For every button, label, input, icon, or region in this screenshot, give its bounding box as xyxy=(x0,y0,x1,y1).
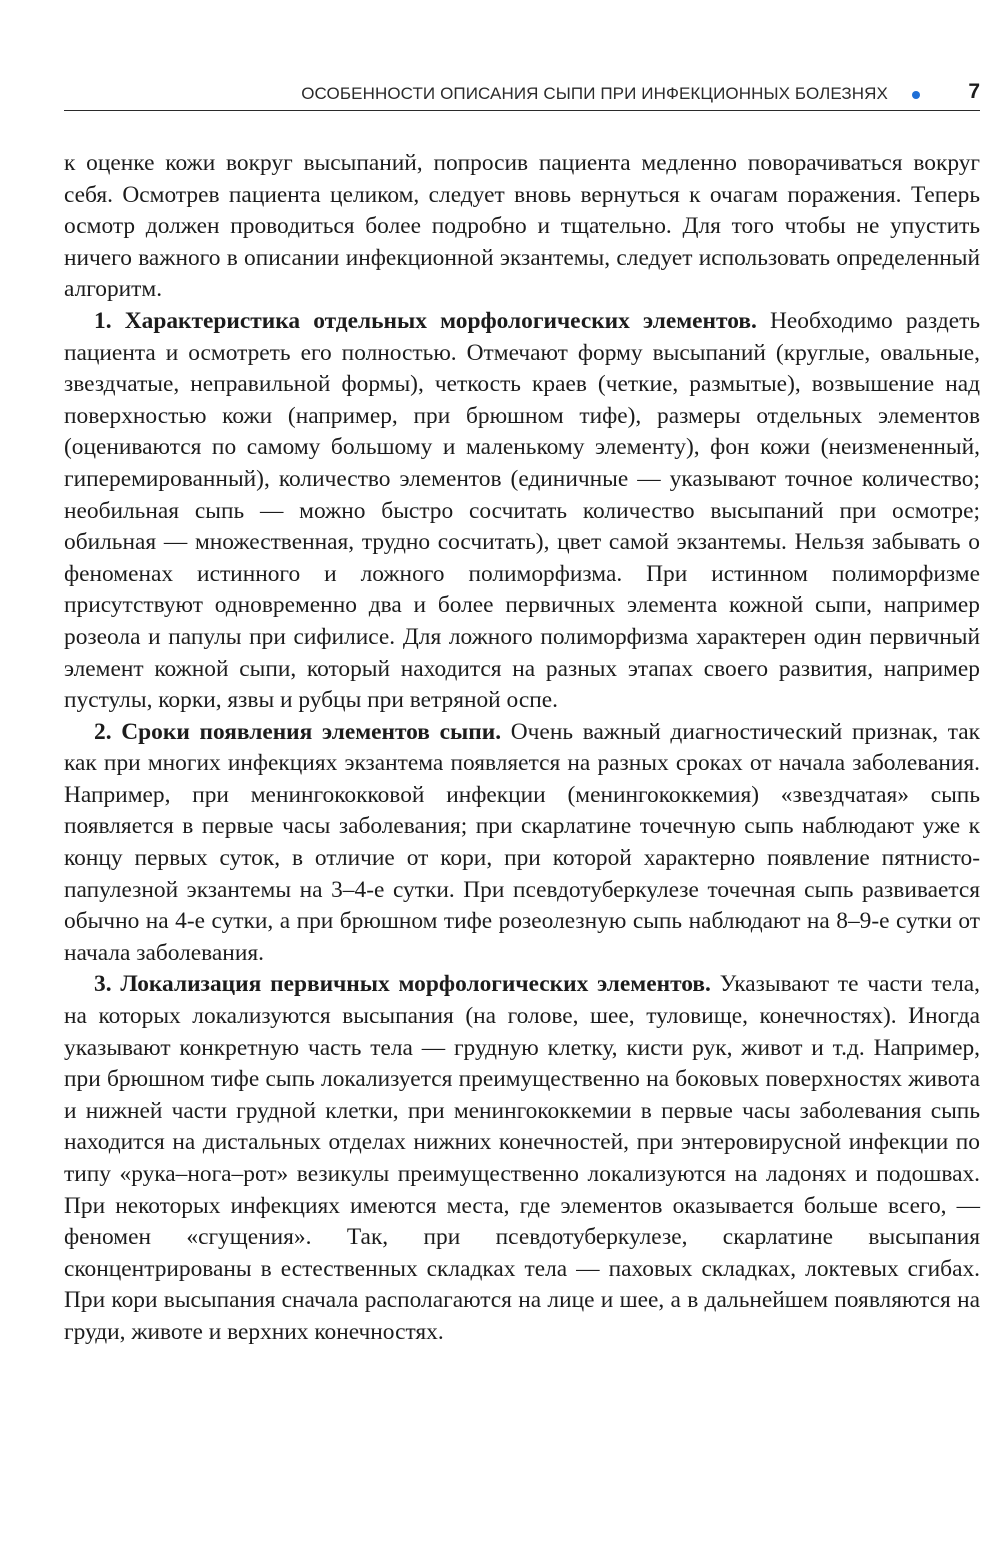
running-title: ОСОБЕННОСТИ ОПИСАНИЯ СЫПИ ПРИ ИНФЕКЦИОННЫХ БОЛЕЗНЯХ xyxy=(301,84,888,103)
section-text-3: Указывают те части тела, на которых локализуются высыпания (на голове, шее, туловище, конечностях). Иногда указывают конкретную часть тела — грудную клетку, кисти рук, живот и т.д. Например, при брюшном тифе сыпь локализуется преимущественно на боковых поверхностях живота и нижней части грудной клетки, при менингококкемии в первые часы заболевания сыпь находится на дистальных отделах нижних конечностей, при энтеровирусной инфекции по типу «рука–нога–рот» везикулы преимущественно локализуются на ладонях и подошвах. При некоторых инфекциях имеются места, где элементов оказывается больше всего, — феномен «сгущения». Так, при псевдотуберкулезе, скарлатине высыпания сконцентрированы в естественных складках тела — паховых складках, локтевых сгибах. При кори высыпания сначала располагаются на лице и шее, а в дальнейшем появляются на груди, животе и верхних конечностях. xyxy=(64,971,980,1345)
running-header xyxy=(64,78,980,111)
section-text-1: Необходимо раздеть пациента и осмотреть его полностью. Отмечают форму высыпаний (круглые, овальные, звездчатые, неправильной формы), четкость краев (четкие, размытые), возвышение над поверхностью кожи (например, при брюшном тифе), размеры отдельных элементов (оцениваются по самому большому и маленькому элементу), фон кожи (неизмененный, гиперемированный), количество элементов (единичные — указывают точное количество; необильная сыпь — можно быстро сосчитать количество высыпаний при осмотре; обильная — множественная, трудно сосчитать), цвет самой экзантемы. Нельзя забывать о феноменах истинного и ложного полиморфизма. При истинном полиморфизме присутствуют одновременно два и более первичных элемента кожной сыпи, например розеола и папулы при сифилисе. Для ложного полиморфизма характерен один первичный элемент кожной сыпи, который находится на разных этапах своего развития, например пустулы, корки, язвы и рубцы при ветряной оспе. xyxy=(64,307,980,714)
section-heading-1: 1. Характеристика отдельных морфологических элементов. xyxy=(94,307,757,334)
intro-paragraph: к оценке кожи вокруг высыпаний, попросив пациента медленно поворачиваться вокруг себя. Осмотрев пациента целиком, следует вновь вернуться к очагам поражения. Теперь осмотр должен проводиться более подробно и тщательно. Для того чтобы не упустить ничего важного в описании инфекционной экзантемы, следует использовать определенный алгоритм. xyxy=(64,150,980,303)
section-heading-2: 2. Сроки появления элементов сыпи. xyxy=(94,718,502,745)
page-number: 7 xyxy=(968,80,980,103)
section-paragraph-3 xyxy=(64,969,980,1348)
section-text-2: Очень важный диагностический признак, так как при многих инфекциях экзантема появляется на разных сроках от начала заболевания. Например, при менингококковой инфекции (менингококкемия) «звездчатая» сыпь появляется в первые часы заболевания; при скарлатине точечную сыпь наблюдают уже к концу первых суток, в отличие от кори, при которой характерно появление пятнисто-папулезной экзантемы на 3–4-е сутки. При псевдотуберкулезе точечная сыпь развивается обычно на 4-е сутки, а при брюшном тифе розеолезную сыпь наблюдают на 8–9-е сутки от начала заболевания. xyxy=(64,718,980,966)
bullet-dot-icon xyxy=(912,91,920,99)
section-heading-3: 3. Локализация первичных морфологических элементов. xyxy=(94,971,711,998)
body-text xyxy=(64,148,980,1349)
section-paragraph-1 xyxy=(64,306,980,717)
section-paragraph-2 xyxy=(64,717,980,970)
